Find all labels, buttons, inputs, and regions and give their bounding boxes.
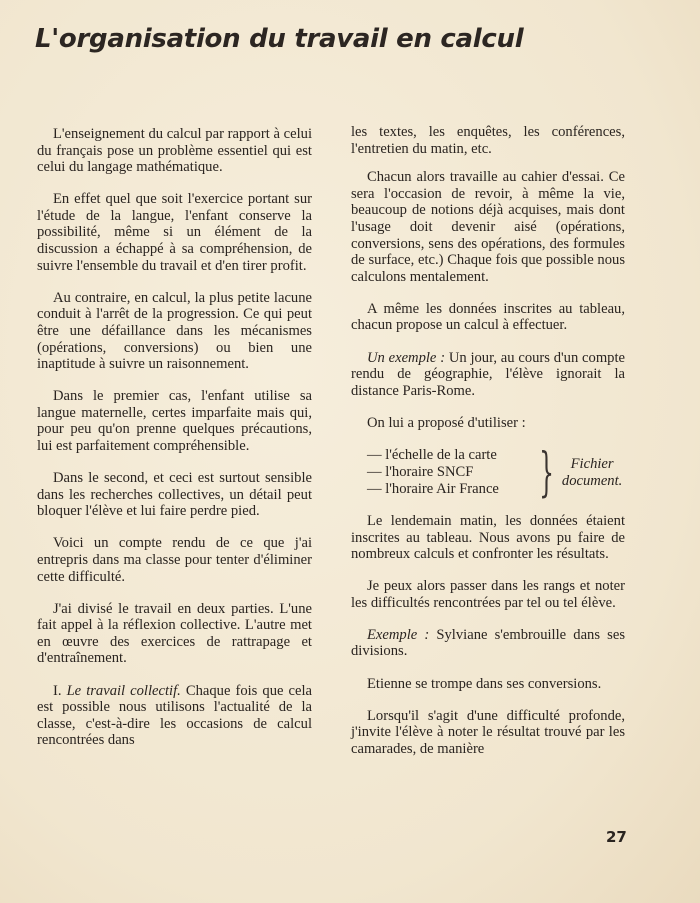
paragraph: Voici un compte rendu de ce que j'ai entrepris dans ma classe pour tenter d'éliminer cette difficulté. [37,535,312,585]
paragraph: Au contraire, en calcul, la plus petite lacune conduit à l'arrêt de la progression. Ce qui peut être une défaillance dans les mécanismes (opérations, conversions) ou bien une inaptitude à suivre un raisonnement. [37,289,312,373]
resource-list-items [351,447,536,498]
example-text: Un jour, au cours d'un compte rendu de géographie, l'élève ignorait la distance Paris-Rome. [351,349,625,399]
example-paragraph [351,350,625,400]
list-note-line-1: Fichier [570,455,614,472]
paragraph: J'ai divisé le travail en deux parties. L'une fait appel à la réflexion collective. L'autre met en œuvre des exercices de rattrapage et d'entraînement. [37,600,312,667]
paragraph: On lui a proposé d'utiliser : [367,414,526,431]
paragraph: les textes, les enquêtes, les conférences, l'entretien du matin, etc. [351,124,625,157]
left-column [37,126,312,764]
paragraph: Dans le second, et ceci est surtout sensible dans les recherches collectives, un détail peut bloquer l'élève et lui faire perdre pied. [37,470,312,520]
list-note-line-2: document. [561,472,623,489]
list-item: — l'échelle de la carte [367,447,497,464]
paragraph: En effet quel que soit l'exercice portant sur l'étude de la langue, l'enfant conserve la possibilité, même si un élément de la discussion a échappé à sa compréhension, de suivre l'ensemble du travail et d'en tirer profit. [37,191,312,274]
example-text: Sylviane s'embrouille dans ses divisions. [351,626,626,660]
example-label: Exemple : [367,626,430,643]
paragraph: L'enseignement du calcul par rapport à celui du français pose un problème essentiel qui est celui du langage mathématique. [37,126,312,176]
paragraph: Le lendemain matin, les données étaient inscrites au tableau. Nous avons pu faire de nombreux calculs et confronter les résultats. [351,512,625,563]
example-label: Un exemple : [367,349,446,366]
list-item: — l'horaire SNCF [367,464,474,481]
section-1-paragraph [37,683,312,749]
paragraph: Je peux alors passer dans les rangs et noter les difficultés rencontrées par tel ou tel élève. [351,578,625,611]
right-column [351,124,625,773]
section-prefix: I. [53,682,67,699]
page-title: L'organisation du travail en calcul [35,24,524,54]
resource-list [351,442,625,503]
list-note [559,456,625,490]
paragraph: Chacun alors travaille au cahier d'essai. Ce sera l'occasion de revoir, à même la vie, beaucoup de notions déjà acquises, mais dont l'usage doit devenir aisé (opérations, conversions, sens des opérations, des formules de surface, etc.) Chaque fois que possible nous calculons mentalement. [351,169,625,285]
page-number: 27 [606,828,627,846]
list-item: — l'horaire Air France [367,481,499,498]
paragraph: Lorsqu'il s'agit d'une difficulté profonde, j'invite l'élève à noter le résultat trouvé par les camarades, de manière [351,707,625,757]
section-heading: Le travail collectif. [66,682,181,699]
paragraph: Dans le premier cas, l'enfant utilise sa langue maternelle, certes imparfaite mais qui, pour peu qu'on prenne quelques précautions, lui est parfaitement compréhensible. [37,388,312,454]
section-text: Chaque fois que cela est possible nous utilisons l'actualité de la classe, c'est-à-dire les occasions de calcul rencontrées dans [37,682,312,749]
paragraph: Etienne se trompe dans ses conversions. [367,675,602,692]
paragraph: A même les données inscrites au tableau, chacun propose un calcul à effectuer. [351,300,625,334]
example-paragraph [351,627,625,660]
brace-symbol: } [539,442,555,503]
